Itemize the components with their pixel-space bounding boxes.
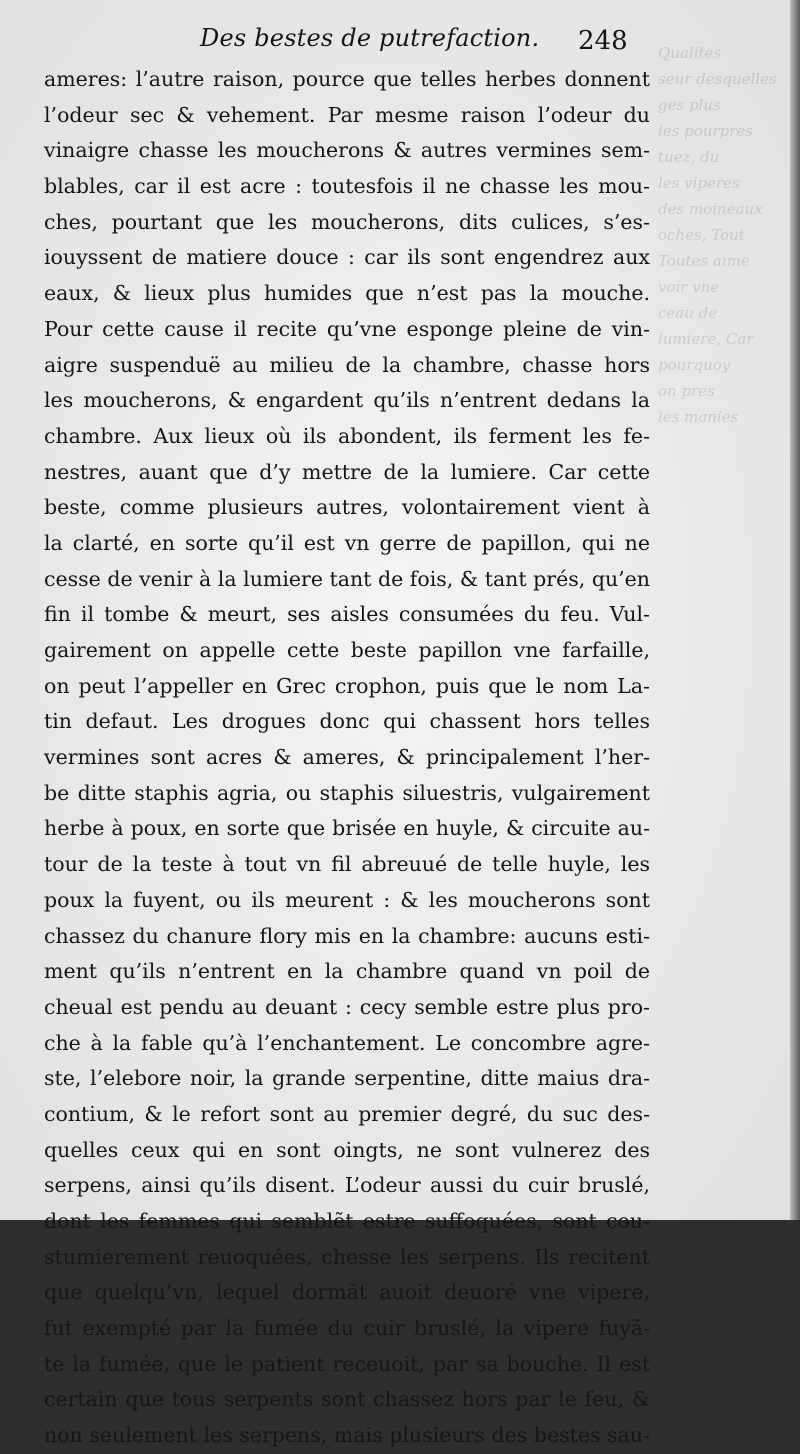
text-line: tour de la teste à tout vn fil abreuué de telle huyle, les bbox=[44, 852, 650, 877]
page-number: 248 bbox=[578, 26, 628, 56]
text-line: gairement on appelle cette beste papillon vne farfaille, bbox=[44, 638, 650, 662]
text-line: certain que tous serpents sont chassez hors par le feu, & bbox=[44, 1387, 650, 1412]
text-line: iouyssent de matiere douce : car ils sont engendrez aux bbox=[44, 245, 650, 270]
text-line: chassez du chanure flory mis en la chambre: aucuns esti- bbox=[44, 923, 650, 948]
text-line: fut exempté par la fumée du cuir bruslé, la vipere fuyã- bbox=[44, 1316, 650, 1341]
text-line: cesse de venir à la lumiere tant de fois, & tant prés, qu’en bbox=[44, 566, 650, 591]
text-line: eaux, & lieux plus humides que n’est pas la mouche. bbox=[44, 281, 650, 306]
text-body bbox=[44, 62, 650, 1454]
text-line: ment qu’ils n’entrent en la chambre quand vn poil de bbox=[44, 959, 650, 984]
text-line: cheual est pendu au deuant : cecy semble estre plus pro- bbox=[44, 994, 650, 1019]
text-line: vinaigre chasse les moucherons & autres vermines sem- bbox=[44, 138, 650, 163]
running-title: Des bestes de putrefaction. bbox=[200, 24, 540, 52]
text-line: quelles ceux qui en sont oingts, ne sont vulnerez des bbox=[44, 1137, 650, 1162]
text-line: les moucherons, & engardent qu’ils n’entrent dedans la bbox=[44, 388, 650, 413]
text-line: te la fumée, que le patient receuoit, par sa bouche. Il est bbox=[44, 1351, 650, 1376]
text-line: beste, comme plusieurs autres, volontairement vient à bbox=[44, 495, 650, 520]
text-line: que quelqu’vn, lequel dormãt auoit deuoré vne vipere, bbox=[44, 1280, 650, 1305]
text-line: ste, l’elebore noir, la grande serpentine, ditte maius dra- bbox=[44, 1066, 650, 1091]
text-line: fin il tombe & meurt, ses aisles consumées du feu. Vul- bbox=[44, 602, 650, 627]
text-line: ameres: l’autre raison, pource que telles herbes donnent bbox=[44, 67, 650, 91]
adjacent-page-edge bbox=[790, 0, 800, 1220]
text-line: poux la fuyent, ou ils meurent : & les moucherons sont bbox=[44, 887, 650, 912]
text-line: on peut l’appeller en Grec crophon, puis que le nom La- bbox=[44, 673, 650, 698]
text-line: be ditte staphis agria, ou staphis siluestris, vulgairement bbox=[44, 780, 650, 805]
text-line: dont les femmes qui semblẽt estre suffoquées, sont cou- bbox=[44, 1209, 650, 1233]
text-line: stumierement reuoquées, chesse les serpens. Ils recitent bbox=[44, 1244, 650, 1269]
text-line: herbe à poux, en sorte que brisée en huyle, & circuite au- bbox=[44, 816, 650, 841]
text-line: blables, car il est acre : toutesfois il ne chasse les mou- bbox=[44, 174, 650, 199]
text-line: ches, pourtant que les moucherons, dits culices, s’es- bbox=[44, 209, 650, 234]
text-line: che à la fable qu’à l’enchantement. Le concombre agre- bbox=[44, 1030, 650, 1055]
text-line: vermines sont acres & ameres, & principalement l’her- bbox=[44, 745, 650, 770]
text-line: la clarté, en sorte qu’il est vn gerre de papillon, qui ne bbox=[44, 530, 650, 555]
text-line: l’odeur sec & vehement. Par mesme raison l’odeur du bbox=[44, 102, 650, 127]
text-line: non seulement les serpens, mais plusieurs des bestes sau- bbox=[44, 1423, 650, 1448]
running-head bbox=[0, 18, 790, 58]
text-line: chambre. Aux lieux où ils abondent, ils ferment les fe- bbox=[44, 423, 650, 448]
text-line: serpens, ainsi qu’ils disent. L’odeur aussi du cuir bruslé, bbox=[44, 1173, 650, 1198]
text-line: aigre suspenduë au milieu de la chambre, chasse hors bbox=[44, 352, 650, 377]
text-line: Pour cette cause il recite qu’vne esponge pleine de vin- bbox=[44, 316, 650, 341]
text-line: nestres, auant que d’y mettre de la lumiere. Car cette bbox=[44, 459, 650, 484]
text-line: tin defaut. Les drogues donc qui chassent hors telles bbox=[44, 709, 650, 734]
text-line: contium, & le refort sont au premier degré, du suc des- bbox=[44, 1101, 650, 1126]
show-through-text: Qualites seur desquelles ges plus les pourpres tuez, du les viperes des moineaux oches, Tout Toutes aime voir vne ceau de lumiere, Car pourquoy on pres les manies bbox=[658, 44, 777, 426]
